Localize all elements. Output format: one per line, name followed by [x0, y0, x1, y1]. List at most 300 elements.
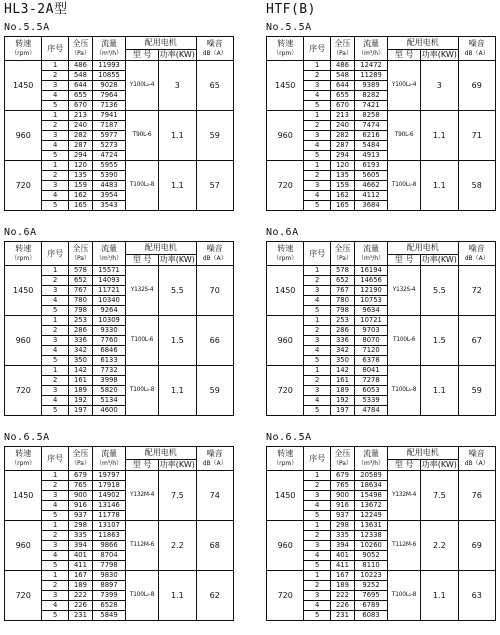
flow-cell: 6193	[355, 161, 388, 171]
seq-cell: 3	[42, 81, 68, 91]
seq-cell: 4	[42, 91, 68, 101]
flow-cell: 9264	[93, 306, 126, 316]
pressure-cell: 286	[330, 326, 354, 336]
noise-cell: 67	[458, 316, 495, 366]
flow-cell: 10721	[355, 316, 388, 326]
pressure-cell: 350	[330, 356, 354, 366]
seq-cell: 4	[42, 551, 68, 561]
pressure-cell: 159	[68, 181, 92, 191]
pressure-cell: 222	[68, 591, 92, 601]
speed-group	[267, 366, 496, 416]
pressure-cell: 287	[68, 141, 92, 151]
section-title: No.6.5A	[266, 432, 312, 443]
pressure-cell: 916	[68, 501, 92, 511]
speed-group	[5, 471, 234, 521]
speed-header-label: 转速	[15, 448, 32, 458]
pressure-cell: 336	[330, 336, 354, 346]
seq-cell: 4	[42, 601, 68, 611]
flow-cell: 8282	[355, 91, 388, 101]
motor-header: 配用电机	[388, 242, 458, 255]
seq-cell: 1	[42, 366, 68, 376]
speed-group	[267, 61, 496, 111]
motor-power-cell: 1.1	[421, 366, 458, 416]
pressure-cell: 294	[68, 151, 92, 161]
pressure-cell: 161	[330, 376, 354, 386]
flow-cell: 11721	[93, 286, 126, 296]
pressure-cell: 765	[330, 481, 354, 491]
pressure-unit-label: （Pa）	[70, 254, 90, 262]
pressure-header-label: 全压	[72, 38, 89, 48]
flow-cell: 6083	[355, 611, 388, 621]
seq-cell: 5	[42, 306, 68, 316]
flow-cell: 5134	[93, 396, 126, 406]
flow-cell: 9703	[355, 326, 388, 336]
seq-cell: 5	[42, 561, 68, 571]
flow-cell: 3998	[93, 376, 126, 386]
flow-cell: 5339	[355, 396, 388, 406]
pressure-header	[330, 242, 354, 266]
motor-model-cell: T112M-6	[126, 521, 159, 571]
flow-cell: 7120	[355, 346, 388, 356]
flow-cell: 13107	[93, 521, 126, 531]
flow-cell: 3543	[93, 201, 126, 211]
motor-model-cell: T100L₁-8	[388, 366, 421, 416]
motor-power-cell: 2.2	[421, 521, 458, 571]
spec-table	[266, 241, 496, 416]
speed-group	[267, 521, 496, 571]
motor-model-cell: T100L₁-8	[388, 161, 421, 211]
pressure-cell: 670	[68, 101, 92, 111]
seq-cell: 5	[42, 611, 68, 621]
noise-unit-label: dB（A）	[464, 254, 489, 262]
pressure-cell: 282	[68, 131, 92, 141]
pressure-cell: 548	[330, 71, 354, 81]
flow-cell: 9830	[93, 571, 126, 581]
speed-header	[267, 242, 304, 266]
speed-unit-label: （rpm）	[273, 254, 298, 262]
seq-header: 序号	[304, 447, 330, 471]
flow-cell: 7695	[355, 591, 388, 601]
noise-cell: 69	[458, 521, 495, 571]
seq-cell: 3	[304, 491, 330, 501]
pressure-cell: 189	[330, 386, 354, 396]
seq-cell: 3	[304, 541, 330, 551]
pressure-cell: 159	[330, 181, 354, 191]
pressure-header	[68, 37, 92, 61]
flow-cell: 9052	[355, 551, 388, 561]
seq-cell: 2	[304, 326, 330, 336]
noise-cell: 62	[196, 571, 233, 621]
seq-cell: 1	[304, 61, 330, 71]
pressure-cell: 937	[330, 511, 354, 521]
table-row	[267, 61, 496, 71]
flow-cell: 10753	[355, 296, 388, 306]
motor-power-cell: 1.1	[159, 111, 196, 161]
flow-cell: 6216	[355, 131, 388, 141]
noise-cell: 74	[196, 471, 233, 521]
speed-group	[267, 316, 496, 366]
flow-cell: 11289	[355, 71, 388, 81]
section-title: No.5.5A	[266, 22, 312, 33]
section-title: No.6A	[4, 227, 37, 238]
speed-cell: 1450	[267, 471, 304, 521]
speed-group	[5, 521, 234, 571]
flow-cell: 11863	[93, 531, 126, 541]
seq-cell: 2	[304, 581, 330, 591]
seq-cell: 3	[304, 81, 330, 91]
seq-cell: 4	[304, 501, 330, 511]
speed-cell: 1450	[267, 266, 304, 316]
seq-cell: 2	[42, 376, 68, 386]
noise-unit-label: dB（A）	[464, 459, 489, 467]
pressure-cell: 286	[68, 326, 92, 336]
seq-cell: 4	[304, 601, 330, 611]
noise-unit-label: dB（A）	[202, 254, 227, 262]
seq-header: 序号	[304, 37, 330, 61]
pressure-cell: 287	[330, 141, 354, 151]
flow-cell: 6053	[355, 386, 388, 396]
flow-cell: 17918	[93, 481, 126, 491]
speed-cell: 1450	[5, 266, 42, 316]
speed-group	[5, 161, 234, 211]
power-header: 功率(KW)	[421, 460, 457, 469]
pressure-cell: 253	[330, 316, 354, 326]
flow-cell: 20589	[355, 471, 388, 481]
pressure-cell: 142	[330, 366, 354, 376]
motor-header: 配用电机	[388, 37, 458, 50]
motor-model-cell: T90L-6	[388, 111, 421, 161]
flow-cell: 5820	[93, 386, 126, 396]
speed-group	[5, 316, 234, 366]
noise-cell: 70	[196, 266, 233, 316]
pressure-cell: 226	[68, 601, 92, 611]
flow-header	[355, 37, 388, 61]
speed-cell: 720	[267, 366, 304, 416]
pressure-cell: 486	[68, 61, 92, 71]
flow-cell: 9389	[355, 81, 388, 91]
speed-group	[267, 571, 496, 621]
seq-header: 序号	[42, 37, 68, 61]
seq-cell: 1	[42, 316, 68, 326]
speed-unit-label: （rpm）	[11, 254, 36, 262]
speed-group	[267, 161, 496, 211]
pressure-cell: 900	[68, 491, 92, 501]
table-row	[267, 316, 496, 326]
seq-cell: 3	[42, 541, 68, 551]
flow-cell: 14902	[93, 491, 126, 501]
pressure-cell: 644	[68, 81, 92, 91]
table-row	[5, 266, 234, 276]
seq-cell: 2	[42, 171, 68, 181]
motor-model-cell: Y132M-4	[388, 471, 421, 521]
flow-cell: 7732	[93, 366, 126, 376]
table-row	[5, 366, 234, 376]
seq-cell: 2	[304, 171, 330, 181]
speed-cell: 1450	[267, 61, 304, 111]
speed-header	[5, 37, 42, 61]
speed-cell: 960	[5, 316, 42, 366]
motor-model-cell: T100L₁-8	[388, 571, 421, 621]
seq-cell: 5	[42, 151, 68, 161]
seq-cell: 1	[304, 316, 330, 326]
noise-header-label: 噪音	[206, 448, 223, 458]
pressure-cell: 298	[330, 521, 354, 531]
noise-cell: 71	[458, 111, 495, 161]
pressure-cell: 798	[330, 306, 354, 316]
seq-cell: 3	[304, 286, 330, 296]
pressure-cell: 192	[330, 396, 354, 406]
pressure-cell: 335	[330, 531, 354, 541]
pressure-cell: 916	[330, 501, 354, 511]
seq-header: 序号	[42, 242, 68, 266]
speed-header-label: 转速	[277, 448, 294, 458]
pressure-cell: 486	[330, 61, 354, 71]
flow-cell: 7941	[93, 111, 126, 121]
flow-unit-label: （m³/h）	[96, 459, 123, 467]
speed-cell: 960	[5, 111, 42, 161]
flow-cell: 5390	[93, 171, 126, 181]
seq-cell: 2	[42, 71, 68, 81]
motor-power-cell: 7.5	[421, 471, 458, 521]
flow-cell: 8897	[93, 581, 126, 591]
pressure-cell: 165	[330, 201, 354, 211]
speed-cell: 1450	[5, 471, 42, 521]
seq-cell: 5	[42, 101, 68, 111]
motor-model-cell: T100L-6	[388, 316, 421, 366]
motor-power-cell: 1.1	[421, 111, 458, 161]
flow-header-label: 流量	[363, 38, 380, 48]
pressure-cell: 253	[68, 316, 92, 326]
speed-group	[5, 266, 234, 316]
noise-header	[458, 242, 495, 266]
flow-cell: 4662	[355, 181, 388, 191]
noise-cell: 68	[196, 521, 233, 571]
flow-header-label: 流量	[101, 38, 118, 48]
flow-unit-label: （m³/h）	[358, 459, 385, 467]
flow-cell: 9866	[93, 541, 126, 551]
noise-cell: 58	[458, 161, 495, 211]
noise-header-label: 噪音	[468, 38, 485, 48]
pressure-cell: 401	[68, 551, 92, 561]
pressure-cell: 222	[330, 591, 354, 601]
pressure-cell: 548	[68, 71, 92, 81]
flow-cell: 10260	[355, 541, 388, 551]
table-row	[5, 571, 234, 581]
noise-cell: 76	[458, 471, 495, 521]
speed-header-label: 转速	[277, 243, 294, 253]
pressure-cell: 652	[68, 276, 92, 286]
seq-cell: 1	[42, 471, 68, 481]
pressure-header-label: 全压	[334, 448, 351, 458]
noise-header	[458, 37, 495, 61]
seq-cell: 1	[304, 521, 330, 531]
motor-header: 配用电机	[126, 242, 196, 255]
flow-cell: 5605	[355, 171, 388, 181]
seq-cell: 3	[42, 591, 68, 601]
section-title: No.5.5A	[4, 22, 50, 33]
noise-header	[196, 447, 233, 471]
pressure-cell: 167	[330, 571, 354, 581]
table-row	[267, 111, 496, 121]
spec-table	[4, 36, 234, 211]
flow-cell: 7187	[93, 121, 126, 131]
flow-cell: 14093	[93, 276, 126, 286]
pressure-unit-label: （Pa）	[70, 49, 90, 57]
motor-model-cell: Y132S-4	[388, 266, 421, 316]
seq-cell: 5	[304, 406, 330, 416]
table-row	[5, 111, 234, 121]
model-header: 型 号	[388, 50, 421, 61]
pressure-cell: 767	[330, 286, 354, 296]
pressure-unit-label: （Pa）	[332, 254, 352, 262]
seq-cell: 4	[42, 396, 68, 406]
speed-cell: 720	[267, 161, 304, 211]
seq-cell: 3	[42, 286, 68, 296]
seq-cell: 5	[304, 356, 330, 366]
seq-cell: 5	[304, 201, 330, 211]
speed-cell: 720	[5, 161, 42, 211]
motor-power-cell: 1.5	[421, 316, 458, 366]
pressure-cell: 578	[68, 266, 92, 276]
seq-cell: 3	[304, 131, 330, 141]
speed-unit-label: （rpm）	[273, 459, 298, 467]
seq-cell: 5	[42, 406, 68, 416]
model-header: 型 号	[388, 460, 421, 471]
pressure-cell: 294	[330, 151, 354, 161]
pressure-cell: 342	[68, 346, 92, 356]
speed-cell: 960	[5, 521, 42, 571]
pressure-cell: 231	[68, 611, 92, 621]
speed-cell: 1450	[5, 61, 42, 111]
model-header: 型 号	[388, 255, 421, 266]
pressure-cell: 655	[330, 91, 354, 101]
seq-cell: 4	[304, 551, 330, 561]
speed-cell: 720	[267, 571, 304, 621]
flow-cell: 13631	[355, 521, 388, 531]
flow-cell: 5484	[355, 141, 388, 151]
motor-power-cell: 1.1	[421, 161, 458, 211]
pressure-cell: 165	[68, 201, 92, 211]
flow-cell: 8258	[355, 111, 388, 121]
motor-model-cell: T100L₁-8	[126, 366, 159, 416]
seq-cell: 5	[304, 306, 330, 316]
pressure-cell: 240	[68, 121, 92, 131]
seq-cell: 1	[304, 471, 330, 481]
seq-cell: 5	[304, 561, 330, 571]
left-column-title: HL3-2A型	[4, 2, 68, 17]
noise-header	[196, 242, 233, 266]
flow-cell: 6133	[93, 356, 126, 366]
seq-cell: 5	[42, 201, 68, 211]
flow-cell: 7399	[93, 591, 126, 601]
flow-cell: 13672	[355, 501, 388, 511]
speed-header-label: 转速	[15, 243, 32, 253]
flow-cell: 5955	[93, 161, 126, 171]
noise-unit-label: dB（A）	[202, 459, 227, 467]
table-row	[267, 366, 496, 376]
speed-header	[267, 37, 304, 61]
noise-cell: 63	[458, 571, 495, 621]
pressure-cell: 411	[68, 561, 92, 571]
pressure-header	[68, 447, 92, 471]
pressure-cell: 670	[330, 101, 354, 111]
noise-cell: 59	[458, 366, 495, 416]
flow-header-label: 流量	[101, 448, 118, 458]
flow-cell: 8041	[355, 366, 388, 376]
motor-model-cell: Y100L₂-4	[388, 61, 421, 111]
seq-cell: 2	[304, 481, 330, 491]
seq-cell: 2	[42, 276, 68, 286]
speed-group	[5, 366, 234, 416]
flow-cell: 4784	[355, 406, 388, 416]
flow-unit-label: （m³/h）	[358, 49, 385, 57]
pressure-cell: 335	[68, 531, 92, 541]
flow-cell: 6789	[355, 601, 388, 611]
motor-model-cell: T100L₁-8	[126, 571, 159, 621]
right-column-title: HTF(B)	[266, 2, 316, 17]
speed-group	[267, 266, 496, 316]
flow-cell: 5849	[93, 611, 126, 621]
speed-unit-label: （rpm）	[11, 459, 36, 467]
pressure-cell: 162	[68, 191, 92, 201]
flow-cell: 7964	[93, 91, 126, 101]
flow-cell: 7136	[93, 101, 126, 111]
flow-cell: 6528	[93, 601, 126, 611]
pressure-cell: 350	[68, 356, 92, 366]
pressure-cell: 342	[330, 346, 354, 356]
seq-cell: 4	[42, 141, 68, 151]
speed-group	[5, 111, 234, 161]
flow-cell: 12190	[355, 286, 388, 296]
power-header: 功率(KW)	[159, 255, 195, 264]
seq-cell: 1	[42, 571, 68, 581]
pressure-cell: 167	[68, 571, 92, 581]
seq-cell: 4	[42, 191, 68, 201]
flow-cell: 12338	[355, 531, 388, 541]
seq-cell: 4	[42, 346, 68, 356]
pressure-cell: 798	[68, 306, 92, 316]
noise-cell: 69	[458, 61, 495, 111]
seq-cell: 2	[304, 121, 330, 131]
pressure-cell: 231	[330, 611, 354, 621]
model-header: 型 号	[126, 460, 159, 471]
seq-cell: 2	[304, 376, 330, 386]
seq-cell: 3	[304, 336, 330, 346]
pressure-cell: 578	[330, 266, 354, 276]
flow-header-label: 流量	[363, 448, 380, 458]
flow-cell: 9252	[355, 581, 388, 591]
seq-cell: 1	[304, 111, 330, 121]
pressure-header-label: 全压	[334, 243, 351, 253]
seq-cell: 2	[42, 481, 68, 491]
pressure-cell: 189	[68, 581, 92, 591]
motor-power-cell: 5.5	[421, 266, 458, 316]
flow-cell: 12472	[355, 61, 388, 71]
pressure-header	[68, 242, 92, 266]
pressure-header-label: 全压	[72, 243, 89, 253]
pressure-cell: 900	[330, 491, 354, 501]
table-row	[5, 316, 234, 326]
model-header: 型 号	[126, 255, 159, 266]
seq-cell: 3	[42, 491, 68, 501]
pressure-cell: 120	[330, 161, 354, 171]
seq-cell: 2	[304, 531, 330, 541]
flow-cell: 10309	[93, 316, 126, 326]
table-row	[267, 521, 496, 531]
model-header: 型 号	[126, 50, 159, 61]
seq-cell: 4	[42, 501, 68, 511]
flow-header	[93, 37, 126, 61]
